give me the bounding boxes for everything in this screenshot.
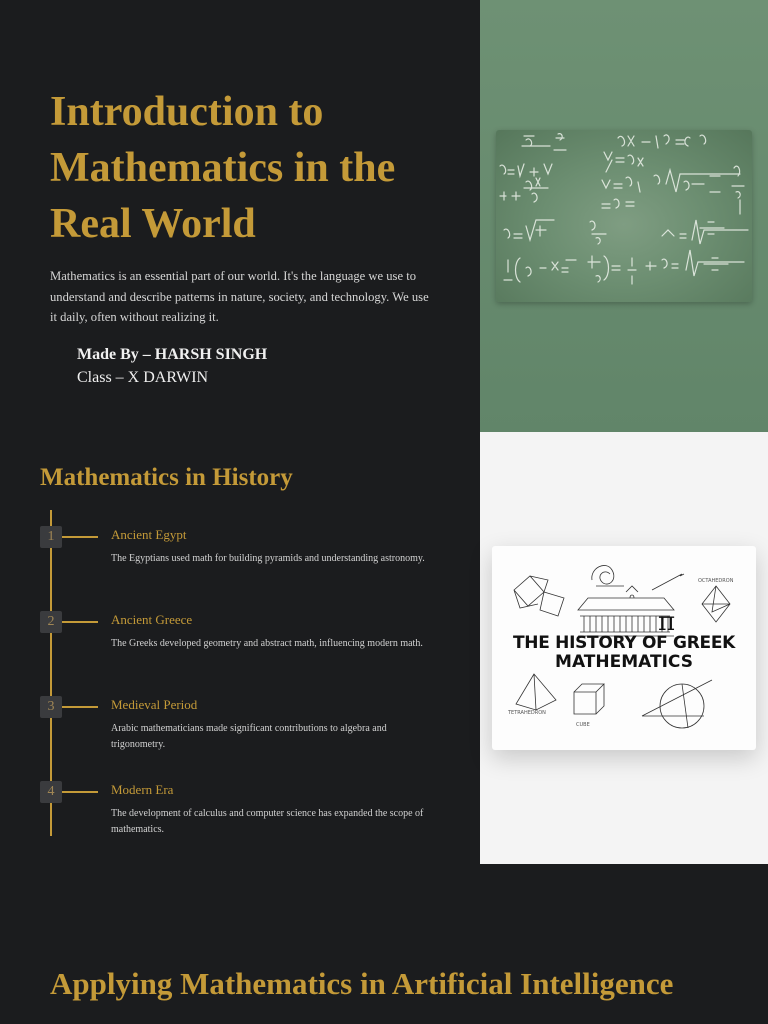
intro-paragraph: Mathematics is an essential part of our world. It's the language we use to understand and describe patterns in nature, society, and technology. We use it daily, often without realizing it. (50, 269, 429, 324)
pi-symbol: π (658, 607, 676, 637)
timeline-number-badge: 2 (40, 611, 62, 633)
history-heading: Mathematics in History (40, 464, 293, 491)
credits (77, 343, 267, 389)
timeline-title: Ancient Greece (111, 612, 193, 627)
intro-text-panel (0, 0, 480, 432)
timeline-description: The Greeks developed geometry and abstract math, influencing modern math. (111, 638, 423, 649)
intro-slide (0, 0, 768, 432)
cube-label: CUBE (576, 722, 590, 728)
history-text-panel (0, 432, 480, 864)
greek-mathematics-image (492, 546, 756, 750)
timeline-number-badge: 4 (40, 781, 62, 803)
timeline-number-badge: 1 (40, 526, 62, 548)
octahedron-label: OCTAHEDRON (698, 578, 734, 584)
timeline-title: Modern Era (111, 782, 174, 797)
greek-image-title-line1: THE HISTORY OF GREEK (512, 633, 735, 653)
chalkboard-image (496, 130, 752, 302)
timeline-number-badge: 3 (40, 696, 62, 718)
class-line: Class – X DARWIN (77, 369, 209, 386)
greek-image-title-line2: MATHEMATICS (555, 652, 693, 672)
ai-slide (0, 864, 768, 1024)
timeline-connector (62, 706, 98, 708)
timeline-description: The Egyptians used math for building pyramids and understanding astronomy. (111, 553, 425, 564)
timeline-item-modern-era (40, 773, 450, 853)
timeline-description: Arabic mathematicians made significant contributions to algebra and trigonometry. (111, 723, 387, 750)
tetrahedron-label: TETRAHEDRON (508, 710, 546, 716)
timeline-description: The development of calculus and computer science has expanded the scope of mathematics. (111, 808, 424, 835)
timeline-connector (62, 621, 98, 623)
timeline-connector (62, 536, 98, 538)
timeline-item-medieval-period (40, 688, 450, 768)
author-line: Made By – HARSH SINGH (77, 346, 268, 363)
timeline-item-ancient-egypt (40, 518, 450, 598)
slide-title: Introduction to Mathematics in the Real World (50, 89, 396, 247)
timeline-title: Ancient Egypt (111, 527, 187, 542)
timeline-item-ancient-greece (40, 603, 450, 683)
ai-heading: Applying Mathematics in Artificial Intelligence (50, 966, 674, 1001)
chalkboard-equations-image (496, 130, 752, 302)
history-slide (0, 432, 768, 864)
timeline-title: Medieval Period (111, 697, 198, 712)
timeline-connector (62, 791, 98, 793)
